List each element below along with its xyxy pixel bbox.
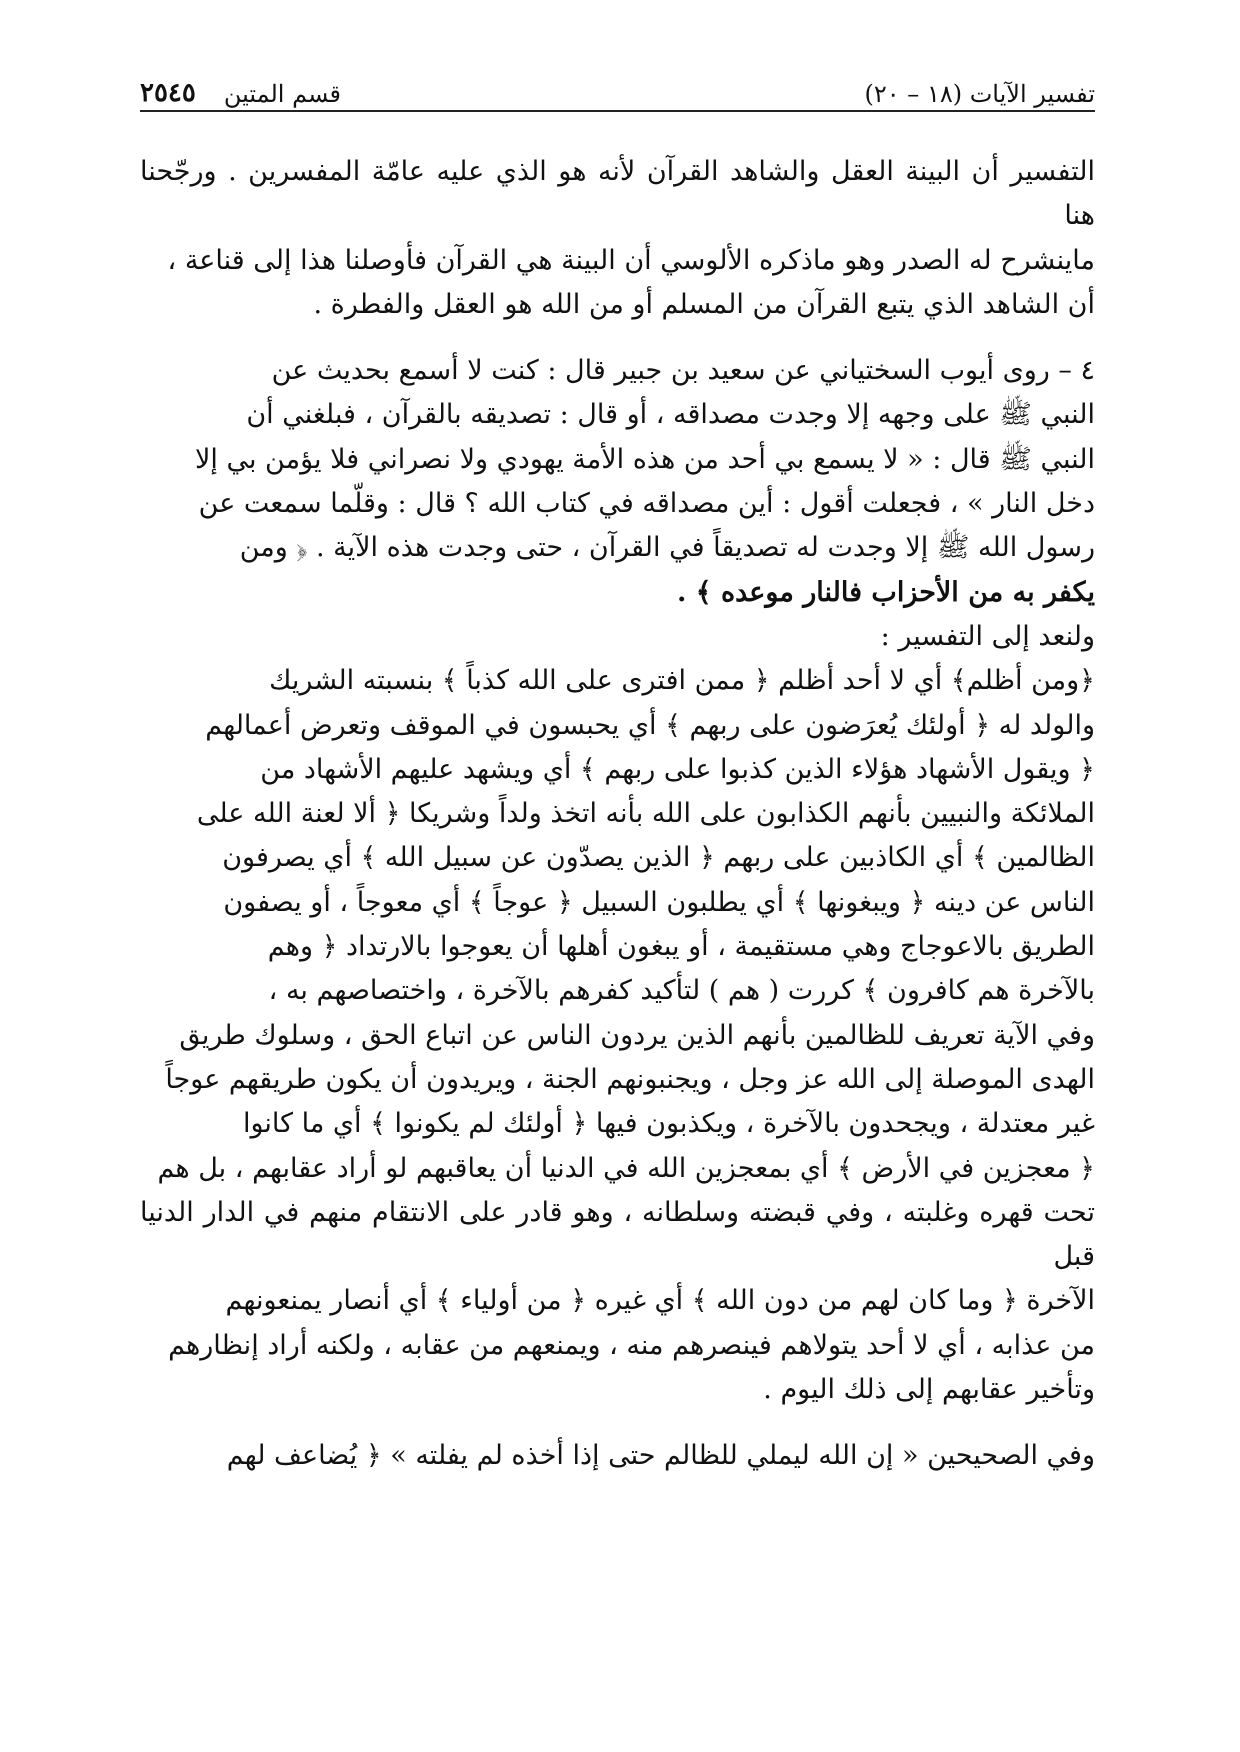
text-line: والولد له ﴿ أولئك يُعرَضون على ربهم ﴾ أي يحبسون في الموقف وتعرض أعمالهم [205,709,1095,741]
header-title: تفسير الآيات (١٨ – ٢٠) [864,80,1095,108]
running-header [140,62,1095,108]
text-line: ماينشرح له الصدر وهو ماذكره الألوسي أن البينة هي القرآن فأوصلنا هذا إلى قناعة ، [167,244,1095,276]
text-line: أن الشاهد الذي يتبع القرآن من المسلم أو من الله هو العقل والفطرة . [313,288,1095,320]
text-line: الهدى الموصلة إلى الله عز وجل ، ويجنبونهم الجنة ، ويريدون أن يكون طريقهم عوجاً [165,1063,1095,1095]
text-line: وتأخير عقابهم إلى ذلك اليوم . [763,1374,1095,1406]
text-line: ٤ – روى أيوب السختياني عن سعيد بن جبير قال : كنت لا أسمع بحديث عن [271,355,1095,387]
paragraph-gap [140,1412,1095,1434]
paragraph-tafsir-conclusion [140,150,1095,327]
paragraph-sahihayn [140,1434,1095,1478]
text-line: وفي الصحيحين « إن الله ليملي للظالم حتى إذا أخذه لم يفلته » ﴿ يُضاعف لهم [226,1440,1095,1472]
text-line: الطريق بالاعوجاج وهي مستقيمة ، أو يبغون أهلها أن يعوجوا بالارتداد ﴿ وهم [267,931,1095,963]
text-line: تحت قهره وغلبته ، وفي قبضته وسلطانه ، وهو قادر على الانتقام منهم في الدار الدنيا قبل [140,1196,1095,1273]
text-line: الناس عن دينه ﴿ ويبغونها ﴾ أي يطلبون السبيل ﴿ عوجاً ﴾ أي معوجاً ، أو يصفون [223,886,1095,918]
body-text [140,150,1095,1479]
paragraph-return-heading [140,615,1095,659]
text-line-quran: يكفر به من الأحزاب فالنار موعده ﴾ . [676,576,1095,608]
text-line: غير معتدلة ، ويجحدون بالآخرة ، ويكذبون فيها ﴿ أولئك لم يكونوا ﴾ أي ما كانوا [242,1108,1095,1140]
text-line: ﴿ومن أظلم﴾ أي لا أحد أظلم ﴿ ممن افترى على الله كذباً ﴾ بنسبته الشريك [269,665,1095,697]
header-rule [140,110,1095,112]
paragraph-gap [140,327,1095,349]
paragraph-hadith-note [140,349,1095,615]
text-line: الظالمين ﴾ أي الكاذبين على ربهم ﴿ الذين يصدّون عن سبيل الله ﴾ أي يصرفون [222,842,1095,874]
text-line: دخل النار » ، فجعلت أقول : أين مصداقه في كتاب الله ؟ قال : وقلّما سمعت عن [198,488,1095,520]
text-line: وفي الآية تعريف للظالمين بأنهم الذين يردون الناس عن اتباع الحق ، وسلوك طريق [179,1019,1095,1051]
text-line: ﴿ ويقول الأشهاد هؤلاء الذين كذبوا على ربهم ﴾ أي ويشهد عليهم الأشهاد من [260,753,1095,785]
text-line: النبي ﷺ قال : « لا يسمع بي أحد من هذه الأمة يهودي ولا نصراني فلا يؤمن بي إلا [194,443,1095,475]
text-line: ﴿ معجزين في الأرض ﴾ أي بمعجزين الله في الدنيا أن يعاقبهم لو أراد عقابهم ، بل هم [157,1152,1095,1184]
text-line: الملائكة والنبيين بأنهم الكذابون على الله بأنه اتخذ ولداً وشريكا ﴿ ألا لعنة الله على [196,798,1095,830]
text-line: من عذابه ، أي لا أحد يتولاهم فينصرهم منه ، ويمنعهم من عقابه ، ولكنه أراد إنظارهم [168,1329,1095,1361]
header-left-group [140,78,341,108]
text-line: النبي ﷺ على وجهه إلا وجدت مصداقه ، أو قال : تصديقه بالقرآن ، فبلغني أن [246,399,1095,431]
paragraph-tafsir-main [140,659,1095,1412]
text-line: ولنعد إلى التفسير : [880,620,1095,652]
text-line: رسول الله ﷺ إلا وجدت له تصديقاً في القرآن ، حتى وجدت هذه الآية . ﴿ ومن [239,532,1095,564]
text-line: بالآخرة هم كافرون ﴾ كررت ( هم ) لتأكيد كفرهم بالآخرة ، واختصاصهم به ، [268,975,1095,1007]
text-line: التفسير أن البينة العقل والشاهد القرآن لأنه هو الذي عليه عامّة المفسرين . ورجّحنا هنا [140,156,1095,232]
text-line: الآخرة ﴿ وما كان لهم من دون الله ﴾ أي غيره ﴿ من أولياء ﴾ أي أنصار يمنعونهم [225,1285,1095,1317]
page-number: ٢٥٤٥ [140,78,196,108]
header-section: قسم المتين [223,80,341,108]
